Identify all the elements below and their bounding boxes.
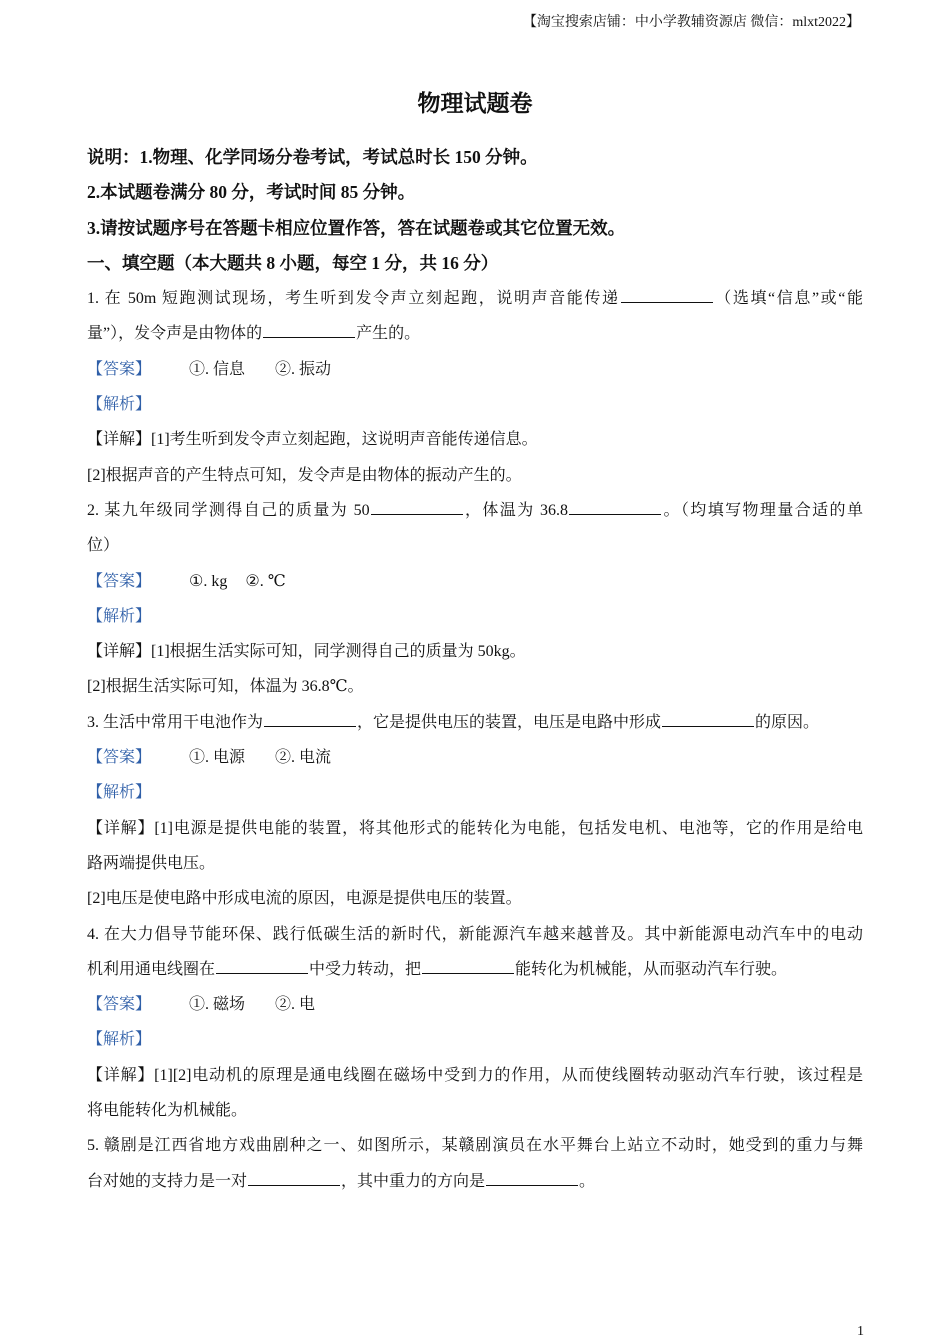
answer-item: ①. 电源 bbox=[189, 749, 246, 767]
instruction-1: 说明：1.物理、化学同场分卷考试，考试总时长 150 分钟。 bbox=[87, 147, 538, 167]
q1-detail-1: 【详解】[1]考生听到发令声立刻起跑，这说明声音能传递信息。 bbox=[87, 431, 538, 449]
header-note: 【淘宝搜索店铺：中小学教辅资源店 微信：mlxt2022】 bbox=[522, 15, 860, 30]
q4-detail-1: 【详解】[1][2]电动机的原理是通电线圈在磁场中受到力的作用，从而使线圈转动驱动汽车行驶，该过程是 bbox=[87, 1066, 863, 1084]
q2-answer bbox=[87, 564, 863, 599]
instruction-3: 3.请按试题序号在答题卡相应位置作答，答在试题卷或其它位置无效。 bbox=[87, 217, 626, 238]
q3-analysis-label: 【解析】 bbox=[87, 784, 152, 802]
q3-detail-2: [2]电压是使电路中形成电流的原因，电源是提供电压的装置。 bbox=[87, 890, 522, 908]
answer-item: ②. 振动 bbox=[275, 360, 332, 378]
q5-stem-line2: 台对她的支持力是一对 ，其中重力的方向是 。 bbox=[87, 1164, 863, 1199]
answer-label: 【答案】 bbox=[87, 360, 152, 378]
q2-analysis-label: 【解析】 bbox=[87, 607, 152, 625]
detail-label: 【详解】 bbox=[87, 431, 152, 449]
instruction-2: 2.本试题卷满分 80 分，考试时间 85 分钟。 bbox=[87, 182, 416, 203]
answer-label: 【答案】 bbox=[87, 996, 152, 1014]
q4-analysis-label: 【解析】 bbox=[87, 1031, 152, 1049]
q1-answer bbox=[87, 352, 863, 387]
answer-item: ①. kg bbox=[189, 572, 228, 590]
q2-detail-1: 【详解】[1]根据生活实际可知，同学测得自己的质量为 50kg。 bbox=[87, 643, 526, 661]
q5-stem-line1: 5. 赣剧是江西省地方戏曲剧种之一、如图所示，某赣剧演员在水平舞台上站立不动时，她受到的重力与舞 bbox=[87, 1137, 863, 1155]
q2-stem-line1: 2. 某九年级同学测得自己的质量为 50 ，体温为 36.8 。（均填写物理量合适的单 bbox=[87, 493, 863, 528]
section-heading: 一、填空题（本大题共 8 小题，每空 1 分，共 16 分） bbox=[87, 252, 499, 273]
detail-label: 【详解】 bbox=[87, 819, 155, 837]
q3-answer bbox=[87, 740, 863, 775]
detail-label: 【详解】 bbox=[87, 1066, 155, 1084]
q4-stem-line1: 4. 在大力倡导节能环保、践行低碳生活的新时代，新能源汽车越来越普及。其中新能源电动汽车中的电动 bbox=[87, 925, 863, 943]
detail-label: 【详解】 bbox=[87, 643, 152, 661]
answer-blank bbox=[264, 710, 356, 727]
q3-detail-1-cont: 路两端提供电压。 bbox=[87, 854, 216, 872]
q1-analysis-label: 【解析】 bbox=[87, 396, 152, 414]
answer-blank bbox=[216, 957, 308, 974]
q2-detail-2: [2]根据生活实际可知，体温为 36.8℃。 bbox=[87, 678, 364, 696]
q1-detail-2: [2]根据声音的产生特点可知，发令声是由物体的振动产生的。 bbox=[87, 466, 522, 484]
answer-label: 【答案】 bbox=[87, 749, 152, 767]
q3-detail-1: 【详解】[1]电源是提供电能的装置，将其他形式的能转化为电能，包括发电机、电池等，它的作用是给电 bbox=[87, 819, 863, 837]
page-number: 1 bbox=[857, 1324, 864, 1339]
q3-stem-line1: 3. 生活中常用干电池作为 ，它是提供电压的装置，电压是电路中形成 的原因。 bbox=[87, 705, 863, 740]
answer-item: ②. 电流 bbox=[275, 749, 332, 767]
answer-blank bbox=[621, 286, 713, 303]
answer-label: 【答案】 bbox=[87, 572, 152, 590]
q4-answer bbox=[87, 987, 863, 1022]
answer-blank bbox=[486, 1169, 578, 1186]
q1-stem-line2: 量”），发令声是由物体的 产生的。 bbox=[87, 316, 863, 351]
answer-item: ①. 磁场 bbox=[189, 996, 246, 1014]
q4-detail-1-cont: 将电能转化为机械能。 bbox=[87, 1102, 248, 1120]
answer-blank bbox=[422, 957, 514, 974]
q4-stem-line2: 机利用通电线圈在 中受力转动，把 能转化为机械能，从而驱动汽车行驶。 bbox=[87, 952, 863, 987]
answer-item: ①. 信息 bbox=[189, 360, 246, 378]
answer-item: ②. 电 bbox=[275, 996, 316, 1014]
answer-blank bbox=[569, 498, 661, 515]
answer-blank bbox=[248, 1169, 340, 1186]
page-title: 物理试题卷 bbox=[417, 91, 533, 116]
document-body bbox=[87, 140, 863, 1199]
answer-item: ②. ℃ bbox=[245, 572, 286, 590]
q1-stem-line1: 1. 在 50m 短跑测试现场，考生听到发令声立刻起跑，说明声音能传递 （选填“信息”或“能 bbox=[87, 281, 863, 316]
answer-blank bbox=[263, 321, 355, 338]
answer-blank bbox=[662, 710, 754, 727]
answer-blank bbox=[371, 498, 463, 515]
q2-stem-line2: 位） bbox=[87, 537, 120, 555]
